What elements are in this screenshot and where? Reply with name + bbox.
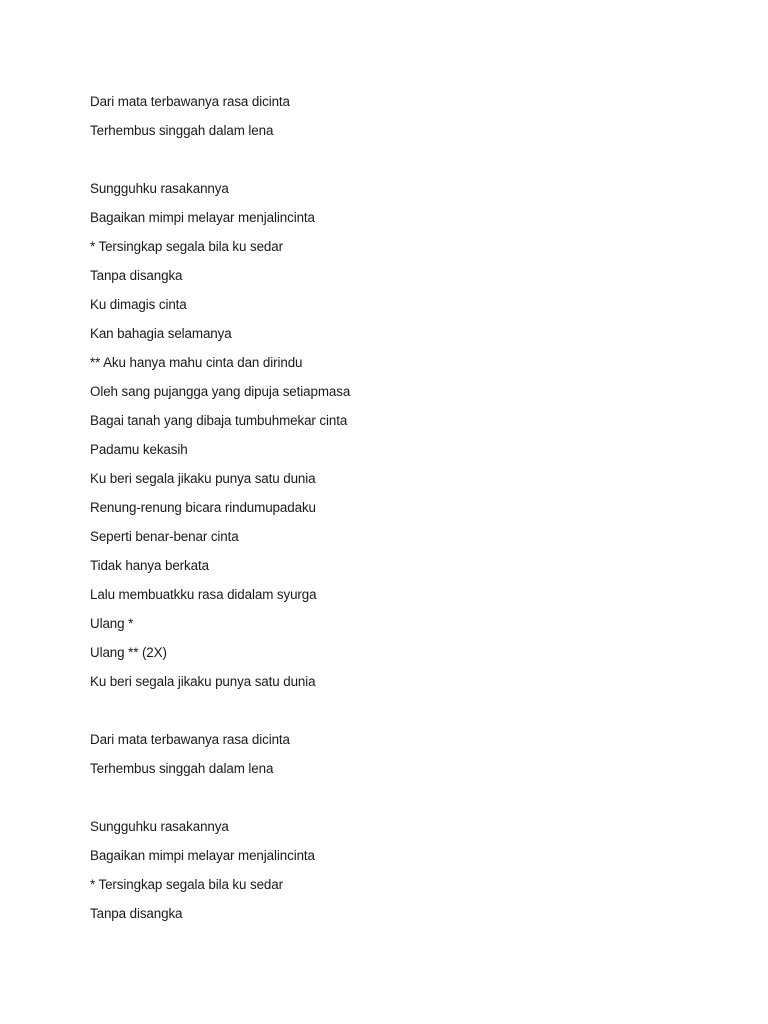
lyric-line: Ku beri segala jikaku punya satu dunia <box>90 674 316 689</box>
lyric-line: Tanpa disangka <box>90 268 183 283</box>
lyric-line: Oleh sang pujangga yang dipuja setiapmasa <box>90 384 351 399</box>
blank-line <box>90 789 690 818</box>
lyric-line: Kan bahagia selamanya <box>90 326 232 341</box>
blank-line <box>90 702 690 731</box>
lyric-line: Ulang ** (2X) <box>90 645 167 660</box>
lyric-line: * Tersingkap segala bila ku sedar <box>90 877 283 892</box>
lyric-line: * Tersingkap segala bila ku sedar <box>90 239 283 254</box>
lyric-line: ** Aku hanya mahu cinta dan dirindu <box>90 355 303 370</box>
lyric-line: Ku dimagis cinta <box>90 297 187 312</box>
lyric-line: Dari mata terbawanya rasa dicinta <box>90 732 290 747</box>
lyric-line: Seperti benar-benar cinta <box>90 529 239 544</box>
lyric-line: Bagaikan mimpi melayar menjalincinta <box>90 210 315 225</box>
lyrics-text <box>90 93 690 934</box>
lyric-line: Tanpa disangka <box>90 906 183 921</box>
lyric-line: Terhembus singgah dalam lena <box>90 123 274 138</box>
lyric-line: Dari mata terbawanya rasa dicinta <box>90 94 290 109</box>
lyric-line: Padamu kekasih <box>90 442 188 457</box>
lyric-line: Tidak hanya berkata <box>90 558 209 573</box>
blank-line <box>90 151 690 180</box>
lyric-line: Bagaikan mimpi melayar menjalincinta <box>90 848 315 863</box>
lyric-line: Ku beri segala jikaku punya satu dunia <box>90 471 316 486</box>
lyric-line: Ulang * <box>90 616 134 631</box>
lyric-line: Bagai tanah yang dibaja tumbuhmekar cinta <box>90 413 348 428</box>
lyric-line: Terhembus singgah dalam lena <box>90 761 274 776</box>
lyric-line: Sungguhku rasakannya <box>90 819 229 834</box>
lyric-line: Renung-renung bicara rindumupadaku <box>90 500 316 515</box>
lyric-line: Sungguhku rasakannya <box>90 181 229 196</box>
lyric-line: Lalu membuatkku rasa didalam syurga <box>90 587 317 602</box>
